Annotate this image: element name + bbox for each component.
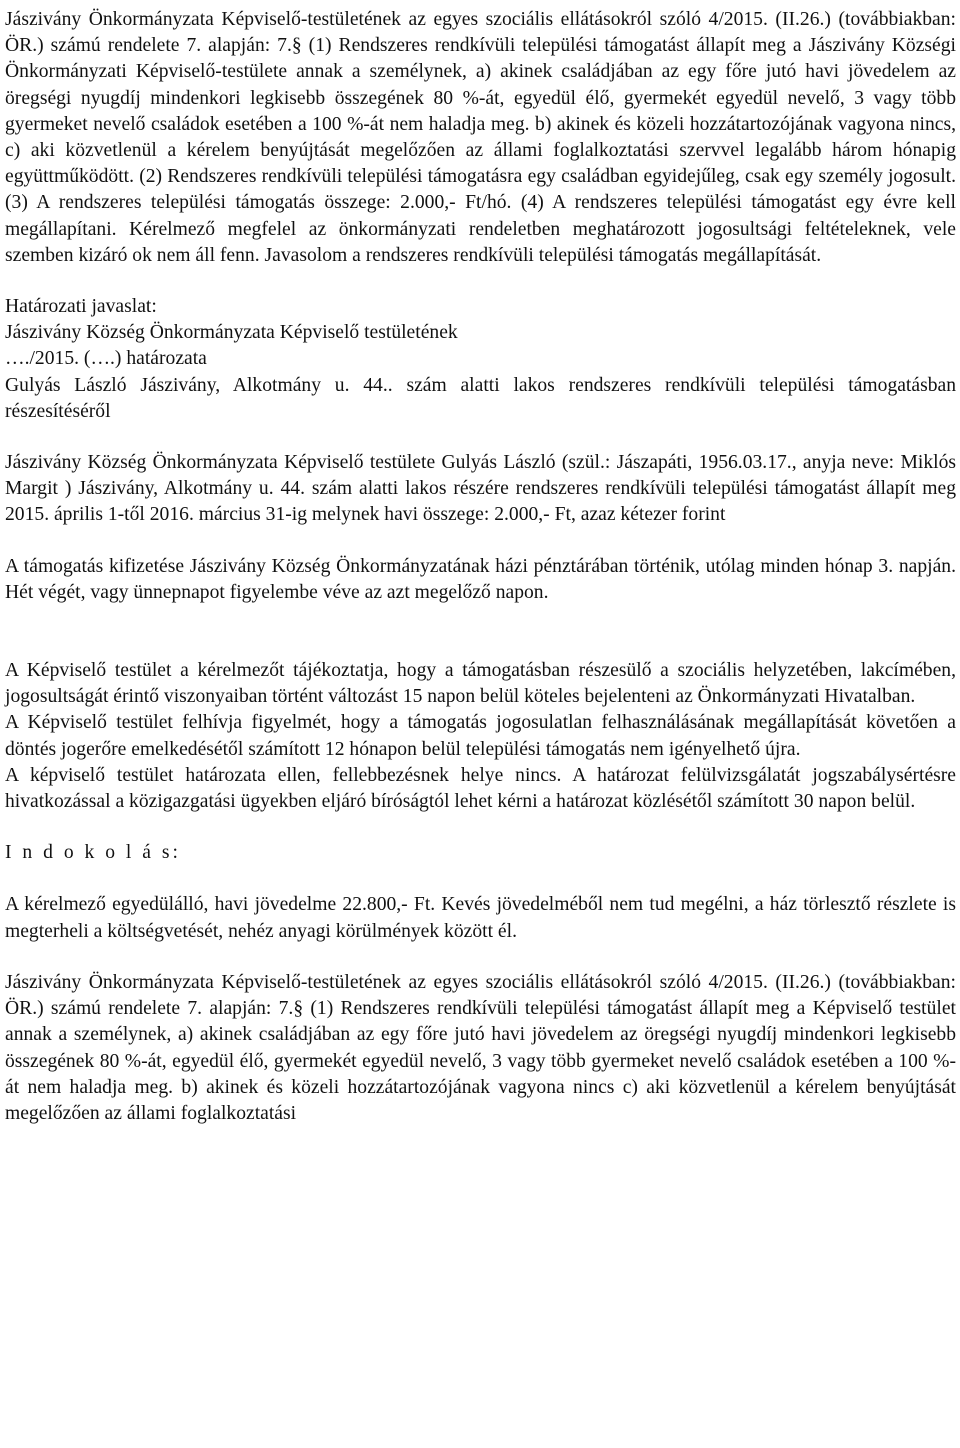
resolution-body: Jászivány Község Önkormányzata Képviselő testületének [5,322,458,344]
payment-paragraph: A támogatás kifizetése Jászivány Község Önkormányzatának házi pénztárában történik, utólag minden hónap 3. napján. Hét végét, vagy ünnepnapot figyelembe véve az azt megelőző napon. [5,555,956,603]
appeal-paragraph: A képviselő testület határozata ellen, fellebbezésnek helye nincs. A határozat felülvizsgálatát jogszabálysértésre hivatkozással a közigazgatási ügyekben eljáró bíróságtól lehet kérni a határozat közlésétől számított 30 napon belül. [5,764,956,813]
decision-paragraph: Jászivány Község Önkormányzata Képviselő testülete Gulyás László (szül.: Jászapáti, 1956.03.17., anyja neve: Miklós Margit ) Jászivány, Alkotmány u. 44. szám alatti lakos részére rendszeres rendkívüli települési támogatást állapít meg 2015. április 1-től 2016. március 31-ig melynek havi összege: 2.000,- Ft, azaz kétezer forint [5,452,956,526]
inform-paragraph: A Képviselő testület a kérelmezőt tájékoztatja, hogy a támogatásban részesülő a szociális helyzetében, lakcímében, jogosultságát érintő viszonyaiban történt változást 15 napon belül köteles bejelenteni az Önkormányzati Hivatalban. [5,660,956,708]
reasoning-paragraph-1: A kérelmező egyedülálló, havi jövedelme 22.800,- Ft. Kevés jövedelméből nem tud megélni, a ház törlesztő részlete is megterheli a költségvetését, nehéz anyagi körülmények között él. [5,894,956,942]
resolution-label: Határozati javaslat: [5,296,157,318]
reasoning-label: I n d o k o l á s: [5,842,181,864]
resolution-number: …./2015. (….) határozata [5,348,207,370]
resolution-subject: Gulyás László Jászivány, Alkotmány u. 44.. szám alatti lakos rendszeres rendkívüli települési támogatásban részesítéséről [5,374,956,422]
reasoning-paragraph-2: Jászivány Önkormányzata Képviselő-testületének az egyes szociális ellátásokról szóló 4/2015. (II.26.) (továbbiakban: ÖR.) számú rendelete 7. alapján: 7.§ (1) Rendszeres rendkívüli települési támogatást állapít meg a Képviselő testület annak a személynek, a) akinek családjában az egy főre jutó havi jövedelem az öregségi nyugdíj mindenkori legkisebb összegének 80 %-át, egyedül élő, gyermekét egyedül nevelő, 3 vagy több gyermeket nevelő családok esetében a 100 %-át nem haladja meg. b) akinek és közeli hozzátartozójának vagyona nincs c) aki közvetlenül a kérelem benyújtását megelőzően az állami foglalkoztatási [5,971,956,1124]
attention-paragraph: A Képviselő testület felhívja figyelmét, hogy a támogatás jogosulatlan felhasználásának megállapítását követően a döntés jogerőre emelkedésétől számított 12 hónapon belül települési támogatás nem igényelhető újra. [5,712,956,760]
intro-paragraph: Jászivány Önkormányzata Képviselő-testületének az egyes szociális ellátásokról szóló 4/2015. (II.26.) (továbbiakban: ÖR.) számú rendelete 7. alapján: 7.§ (1) Rendszeres rendkívüli települési támogatást állapít meg a Jászivány Községi Önkormányzati Képviselő-testülete annak a személynek, a) akinek családjában az egy főre jutó havi jövedelem az öregségi nyugdíj mindenkori legkisebb összegének 80 %-át, egyedül élő, gyermekét egyedül nevelő, 3 vagy több gyermeket nevelő családok esetében a 100 %-át nem haladja meg. b) akinek és közeli hozzátartozójának vagyona nincs, c) aki közvetlenül a kérelem benyújtását megelőzően az állami foglalkoztatási szervvel legalább három hónapig együttműködött. (2) Rendszeres rendkívüli települési támogatásra egy családban egyidejűleg, csak egy személy jogosult. (3) A rendszeres települési támogatás összege: 2.000,- Ft/hó. (4) A rendszeres települési támogatást egy évre kell megállapítani. Kérelmező megfelel az önkormányzati rendeletben meghatározott jogosultsági feltételeknek, vele szemben kizáró ok nem áll fenn. Javasolom a rendszeres rendkívüli települési támogatás megállapítását. [5,9,956,266]
